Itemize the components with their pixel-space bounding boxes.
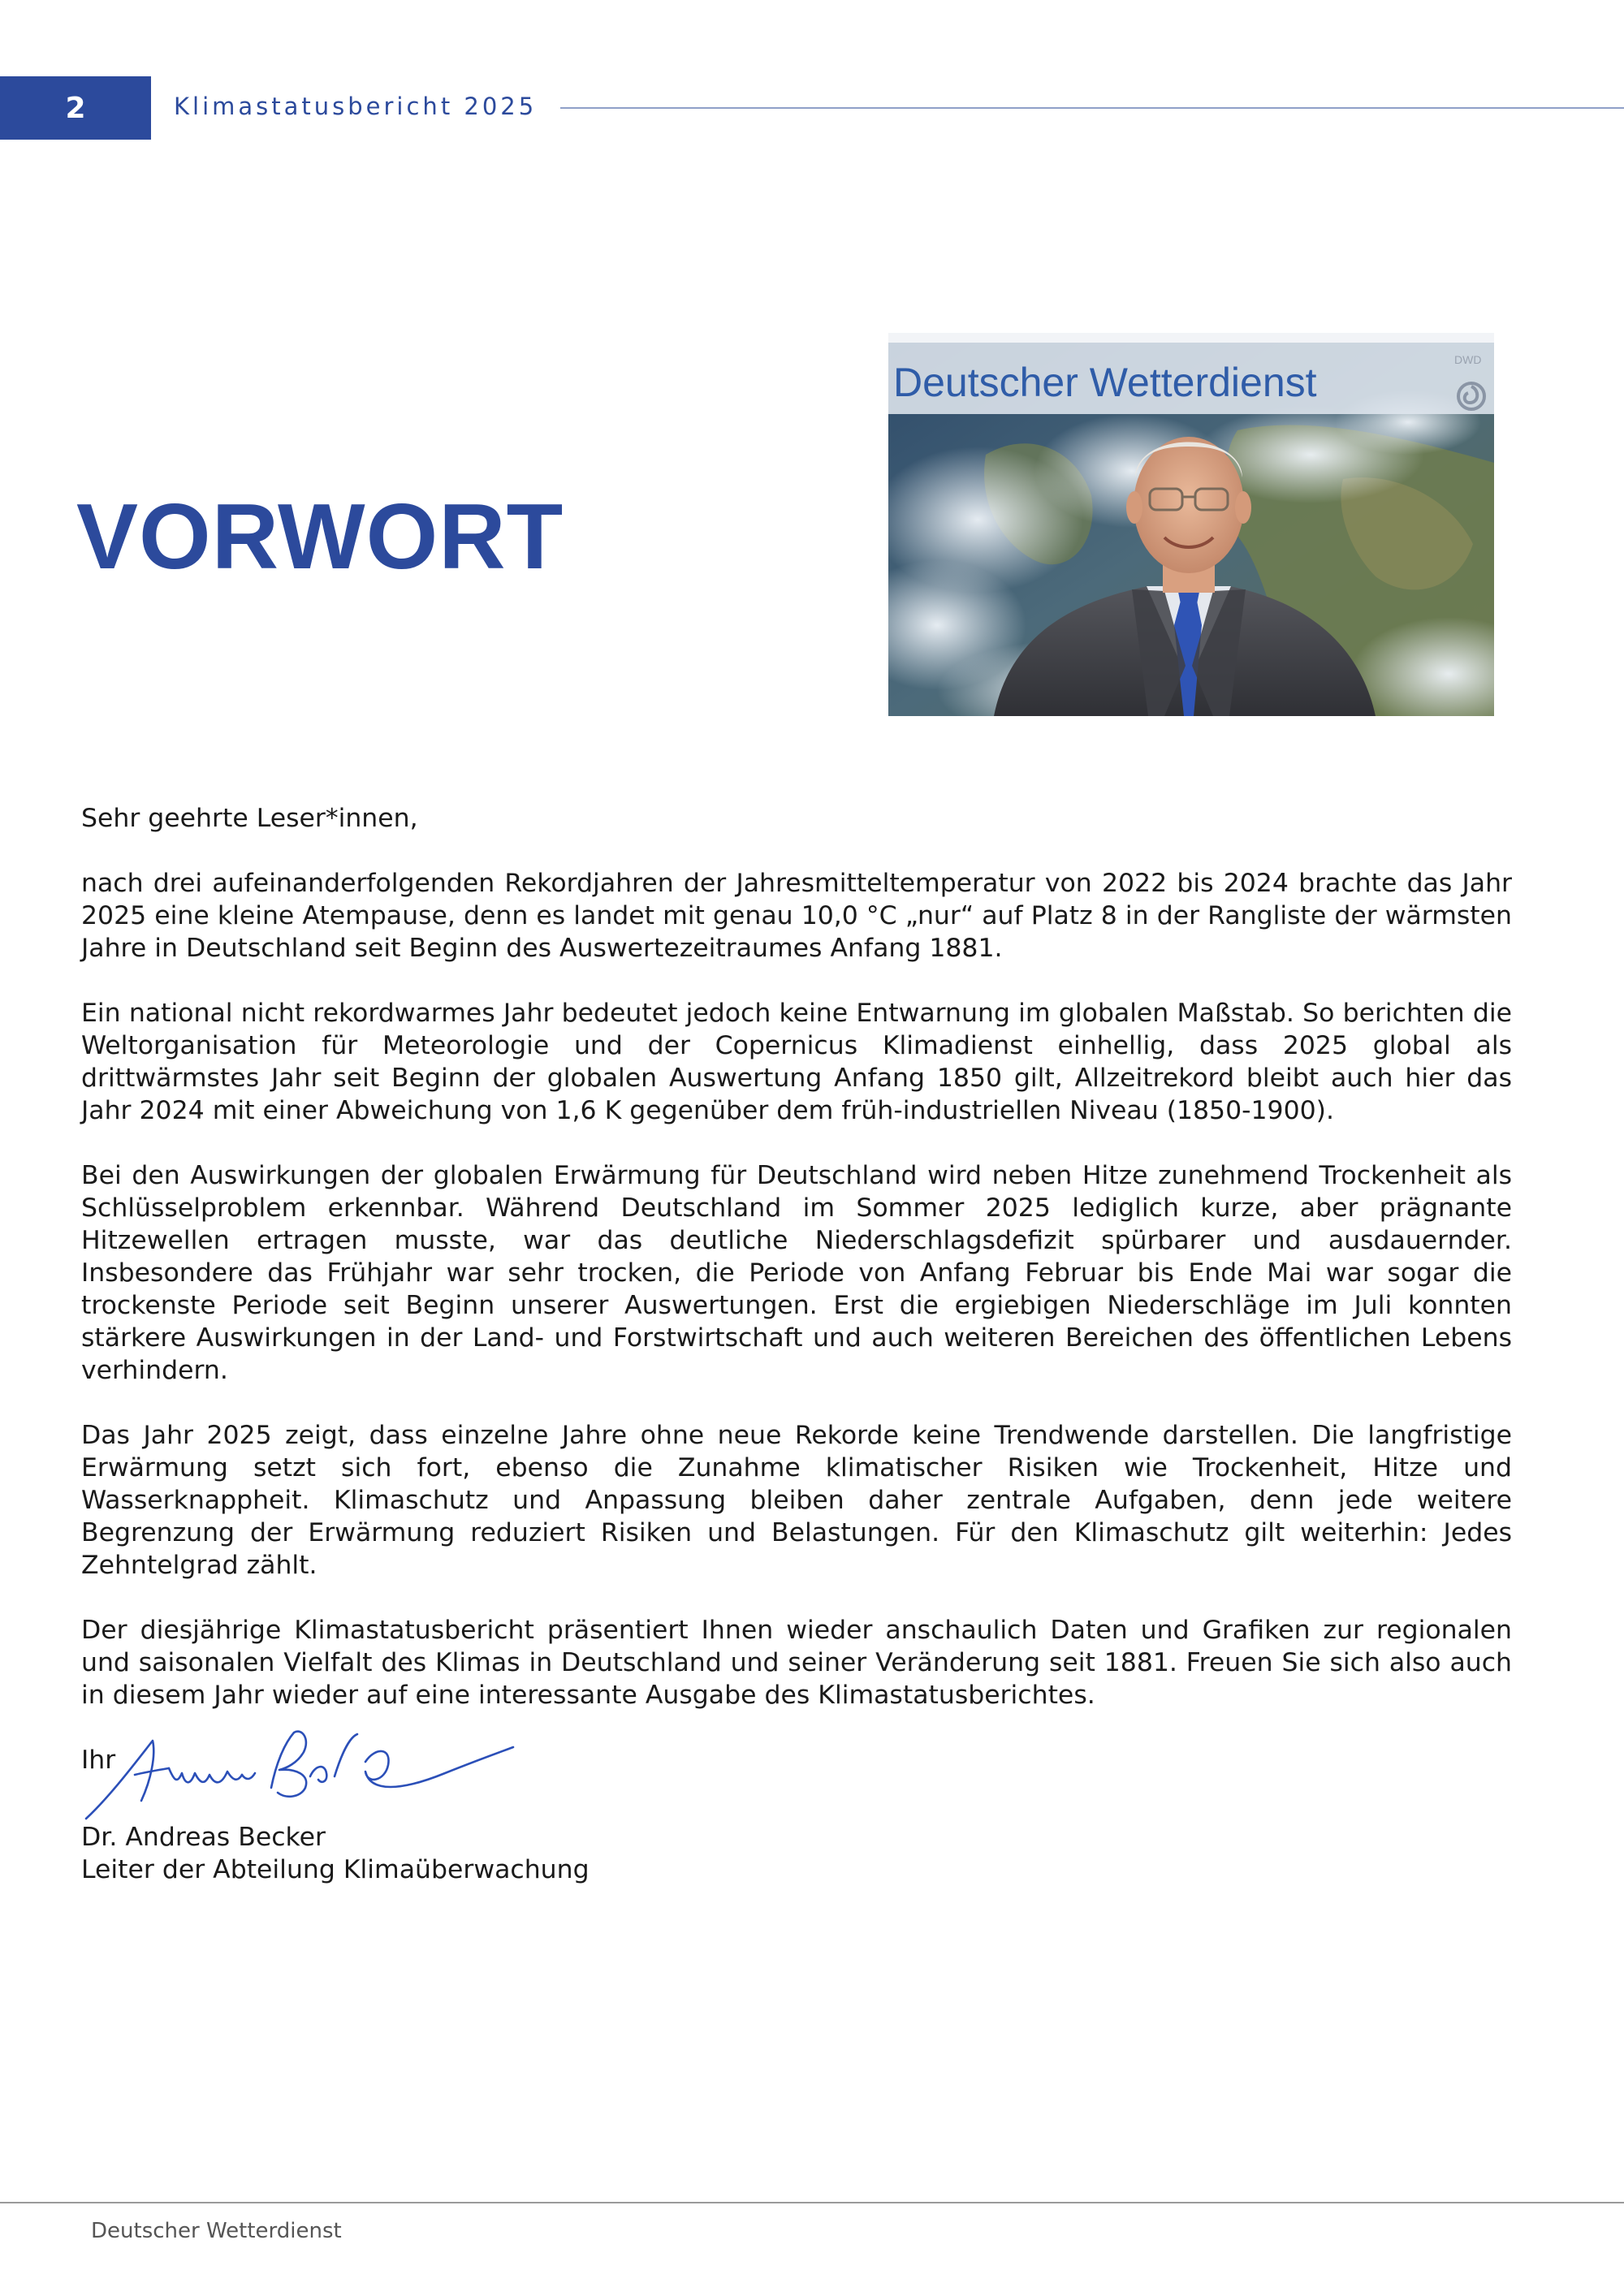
page-number: 2 [65,91,86,125]
running-header-title: Klimastatusbericht 2025 [174,93,538,120]
signer-role: Leiter der Abteilung Klimaüberwachung [81,1855,590,1884]
handwritten-signature [78,1723,516,1823]
signer-name: Dr. Andreas Becker [81,1823,326,1852]
page-heading: VORWORT [76,486,564,589]
footer-organization: Deutscher Wetterdienst [91,2219,342,2243]
letter-paragraph: nach drei aufeinanderfolgenden Rekordjahren der Jahresmitteltemperatur von 2022 bis 2024 brachte das Jahr 2025 eine kleine Atempause, denn es landet mit genau 10,0 °C „nur“ auf Platz 8 in der Rangliste der wärmsten Jahre in Deutschland seit Beginn des Auswertezeitraumes Anfang 1881. [81,869,1512,963]
page-number-badge [0,76,151,140]
header-divider [560,107,1624,109]
photo-corner-logo-text: DWD [1454,353,1482,366]
letter-salutation: Sehr geehrte Leser*innen, [81,804,418,833]
letter-paragraph: Bei den Auswirkungen der globalen Erwärmung für Deutschland wird neben Hitze zunehmend Trockenheit als Schlüsselproblem erkennbar. Während Deutschland im Sommer 2025 lediglich kurze, aber prägnante Hitzewellen ertragen musste, war das deutliche Niederschlagsdefizit spürbarer und ausdauernder. Insbesondere das Frühjahr war sehr trocken, die Periode von Anfang Februar bis Ende Mai war sogar die trockenste Periode seit Beginn unserer Auswertungen. Erst die ergiebigen Niederschläge im Juli konnten stärkere Auswirkungen in der Land- und Forstwirtschaft und auch weiteren Bereichen des öffentlichen Lebens verhindern. [81,1161,1512,1385]
letter-paragraph: Der diesjährige Klimastatusbericht präsentiert Ihnen wieder anschaulich Daten und Grafiken zur regionalen und saisonalen Vielfalt des Klimas in Deutschland und seiner Veränderung seit 1881. Freuen Sie sich also auch in diesem Jahr wieder auf eine interessante Ausgabe des Klimastatusberichtes. [81,1616,1512,1710]
author-photo [888,333,1494,716]
letter-paragraph: Ein national nicht rekordwarmes Jahr bedeutet jedoch keine Entwarnung im globalen Maßstab. So berichten die Weltorganisation für Meteorologie und der Copernicus Klimadienst einhellig, dass 2025 global als drittwärmstes Jahr seit Beginn der globalen Auswertung Anfang 1850 gilt, Allzeitrekord bleibt auch hier das Jahr 2024 mit einer Abweichung von 1,6 K gegenüber dem früh-industriellen Niveau (1850-1900). [81,999,1512,1125]
letter-closing: Ihr [81,1746,116,1775]
signer-block [81,1821,590,1886]
letter-paragraph: Das Jahr 2025 zeigt, dass einzelne Jahre ohne neue Rekorde keine Trendwende darstellen. Die langfristige Erwärmung setzt sich fort, ebenso die Zunahme klimatischer Risiken wie Trockenheit, Hitze und Wasserknappheit. Klimaschutz und Anpassung bleiben daher zentrale Aufgaben, denn jede weitere Begrenzung der Erwärmung reduziert Risiken und Belastungen. Für den Klimaschutz gilt weiterhin: Jedes Zehntelgrad zählt. [81,1421,1512,1580]
photo-banner-text: Deutscher Wetterdienst [893,360,1317,405]
letter-body [81,802,1512,1809]
footer-divider [0,2202,1624,2203]
